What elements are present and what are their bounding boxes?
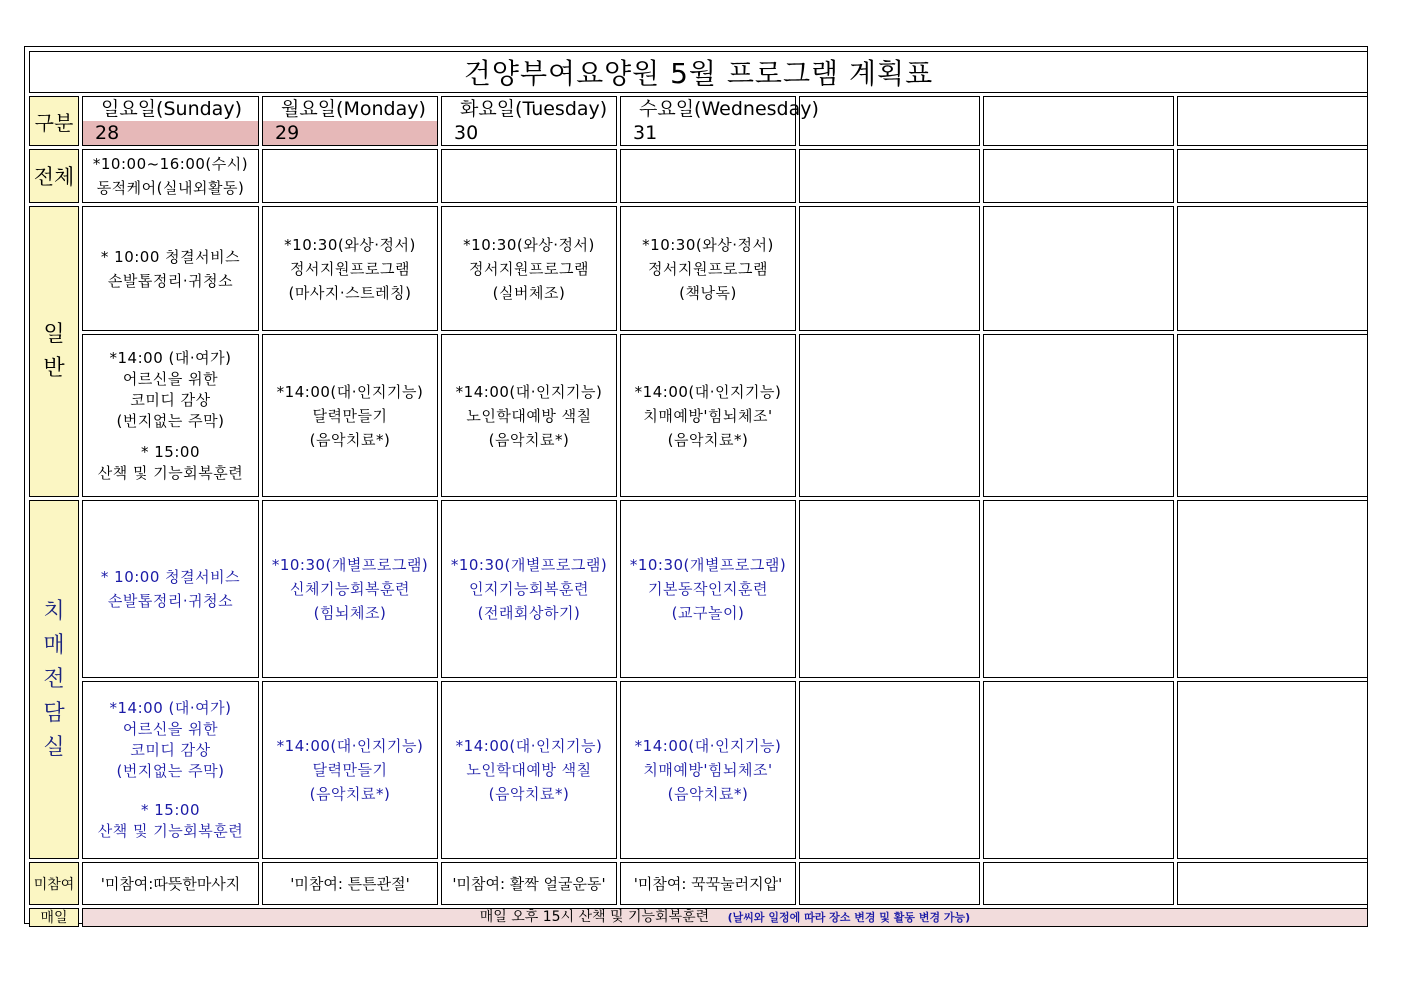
chimae-am-tuesday [441, 500, 617, 678]
schedule-line: 치매예방'힘뇌체조' [643, 406, 773, 425]
empty-cell [1177, 334, 1368, 497]
schedule-line: 어르신을 위한 [122, 369, 219, 388]
schedule-line: (번지없는 주막) [116, 411, 225, 430]
empty-cell [983, 149, 1174, 203]
schedule-line: *14:00 (대·여가) [109, 348, 232, 367]
schedule-line: (음악치료*) [309, 785, 391, 803]
schedule-line: 정서지원프로그램 [290, 259, 410, 278]
empty-cell [799, 862, 980, 905]
row-label-char: 치 [43, 598, 65, 624]
empty-cell [983, 862, 1174, 905]
ilban-pm-tuesday [441, 334, 617, 497]
empty-cell [1177, 149, 1368, 203]
empty-cell [799, 96, 980, 146]
empty-cell [1177, 681, 1368, 859]
schedule-line: 노인학대예방 색칠 [466, 761, 592, 779]
empty-cell [1177, 500, 1368, 678]
day-header-wednesday [620, 96, 819, 146]
schedule-line: 달력만들기 [312, 406, 388, 425]
empty-cell [1177, 96, 1368, 146]
schedule-line: 어르신을 위한 [122, 720, 219, 738]
michamyeo-sunday: '미참여:따뜻한마사지 [82, 862, 259, 905]
day-date: 28 [83, 121, 258, 145]
schedule-line: *14:00(대·인지기능) [455, 382, 603, 401]
schedule-line: 코미디 감상 [130, 390, 211, 409]
chimae-am-monday [262, 500, 438, 678]
schedule-line: * 15:00 [141, 442, 200, 461]
schedule-line: (음악치료*) [488, 785, 570, 803]
schedule-line: *10:00~16:00(수시) [92, 155, 249, 173]
chimae-am-sunday [82, 500, 259, 678]
ilban-am-monday [262, 206, 438, 331]
empty-cell [620, 149, 796, 203]
page-title: 건양부여요양원 5월 프로그램 계획표 [29, 51, 1368, 93]
row-label-gubun: 구분 [29, 96, 79, 146]
michamyeo-tuesday: '미참여: 활짝 얼굴운동' [441, 862, 617, 905]
empty-cell [1177, 206, 1368, 331]
schedule-line: *10:30(와상·정서) [642, 235, 774, 254]
chimae-pm-wednesday [620, 681, 796, 859]
schedule-line: (책낭독) [679, 283, 737, 302]
schedule-line: 치매예방'힘뇌체조' [643, 761, 773, 779]
day-name: 월요일(Monday) [281, 98, 426, 120]
row-label-chimae [29, 500, 79, 859]
day-header-monday [262, 96, 438, 146]
row-label-char: 반 [43, 355, 65, 381]
schedule-line: *10:30(와상·정서) [463, 235, 595, 254]
schedule-line: *10:30(개별프로그램) [629, 556, 787, 574]
empty-cell [983, 334, 1174, 497]
schedule-line: 손발톱정리·귀청소 [107, 592, 234, 610]
schedule-line: 코미디 감상 [130, 741, 211, 759]
michamyeo-monday: '미참여: 튼튼관절' [262, 862, 438, 905]
schedule-line: *10:30(개별프로그램) [450, 556, 608, 574]
schedule-line: *10:30(와상·정서) [284, 235, 416, 254]
jeonche-sunday [82, 149, 259, 203]
day-name: 일요일(Sunday) [101, 98, 242, 120]
ilban-pm-monday [262, 334, 438, 497]
schedule-line: (마사지·스트레칭) [288, 283, 412, 302]
schedule-line: 정서지원프로그램 [469, 259, 589, 278]
schedule-line: (실버체조) [492, 283, 566, 302]
schedule-line: *14:00(대·인지기능) [634, 737, 782, 755]
empty-cell [799, 500, 980, 678]
ilban-am-tuesday [441, 206, 617, 331]
schedule-line: 신체기능회복훈련 [290, 580, 410, 598]
schedule-line: (번지없는 주막) [116, 762, 225, 780]
row-label-maeil: 매일 [29, 908, 79, 927]
chimae-pm-sunday [82, 681, 259, 859]
empty-cell [441, 149, 617, 203]
schedule-line: 정서지원프로그램 [648, 259, 768, 278]
schedule-line: (음악치료*) [667, 785, 749, 803]
schedule-line: 동적케어(실내외활동) [96, 179, 245, 197]
day-date: 31 [633, 122, 658, 144]
row-label-ilban [29, 206, 79, 497]
row-label-char: 매 [43, 632, 65, 658]
chimae-pm-tuesday [441, 681, 617, 859]
schedule-line: * 10:00 청결서비스 [100, 568, 241, 586]
schedule-line: *14:00(대·인지기능) [276, 737, 424, 755]
spacer [83, 432, 258, 442]
daily-text: 매일 오후 15시 산책 및 기능회복훈련 [479, 909, 710, 925]
schedule-line: 산책 및 기능회복훈련 [97, 463, 244, 482]
program-schedule-table [26, 48, 1371, 930]
empty-cell [799, 334, 980, 497]
michamyeo-wednesday: '미참여: 꾹꾹눌러지압' [620, 862, 796, 905]
day-name: 수요일(Wednesday) [639, 98, 819, 120]
row-label-char: 일 [43, 321, 65, 347]
empty-cell [799, 681, 980, 859]
schedule-line: (음악치료*) [309, 430, 391, 449]
schedule-line: *14:00 (대·여가) [109, 699, 232, 717]
schedule-line: (힘뇌체조) [313, 604, 387, 622]
row-label-char: 전 [43, 666, 65, 692]
empty-cell [983, 96, 1174, 146]
schedule-line: 손발톱정리·귀청소 [107, 271, 234, 290]
empty-cell [983, 681, 1174, 859]
schedule-line: (음악치료*) [667, 430, 749, 449]
ilban-pm-wednesday [620, 334, 796, 497]
empty-cell [1177, 862, 1368, 905]
schedule-line: 달력만들기 [312, 761, 388, 779]
day-date: 30 [454, 122, 479, 144]
row-label-michamyeo: 미참여 [29, 862, 79, 905]
empty-cell [799, 206, 980, 331]
day-header-sunday [82, 96, 259, 146]
spacer [83, 782, 258, 800]
chimae-pm-monday [262, 681, 438, 859]
schedule-line: (전래회상하기) [477, 604, 581, 622]
empty-cell [799, 149, 980, 203]
day-header-tuesday [441, 96, 617, 146]
empty-cell [983, 500, 1174, 678]
day-name: 화요일(Tuesday) [460, 98, 608, 120]
daily-note: (날씨와 일정에 따라 장소 변경 및 활동 변경 가능) [727, 911, 971, 924]
schedule-line: 노인학대예방 색칠 [466, 406, 592, 425]
schedule-line: *10:30(개별프로그램) [271, 556, 429, 574]
schedule-line: (음악치료*) [488, 430, 570, 449]
schedule-line: 인지기능회복훈련 [469, 580, 589, 598]
daily-banner [82, 908, 1368, 927]
chimae-am-wednesday [620, 500, 796, 678]
empty-cell [262, 149, 438, 203]
row-label-char: 담 [43, 700, 65, 726]
ilban-pm-sunday [82, 334, 259, 497]
schedule-line: 기본동작인지훈련 [648, 580, 768, 598]
schedule-line: 산책 및 기능회복훈련 [97, 822, 244, 840]
empty-cell [983, 206, 1174, 331]
row-label-jeonche: 전체 [29, 149, 79, 203]
day-date: 29 [263, 121, 437, 145]
row-label-char: 실 [43, 734, 65, 760]
schedule-line: * 10:00 청결서비스 [100, 247, 241, 266]
schedule-line: *14:00(대·인지기능) [455, 737, 603, 755]
schedule-line: * 15:00 [141, 801, 200, 819]
ilban-am-sunday [82, 206, 259, 331]
schedule-line: *14:00(대·인지기능) [634, 382, 782, 401]
ilban-am-wednesday [620, 206, 796, 331]
schedule-line: *14:00(대·인지기능) [276, 382, 424, 401]
schedule-line: (교구놀이) [671, 604, 745, 622]
